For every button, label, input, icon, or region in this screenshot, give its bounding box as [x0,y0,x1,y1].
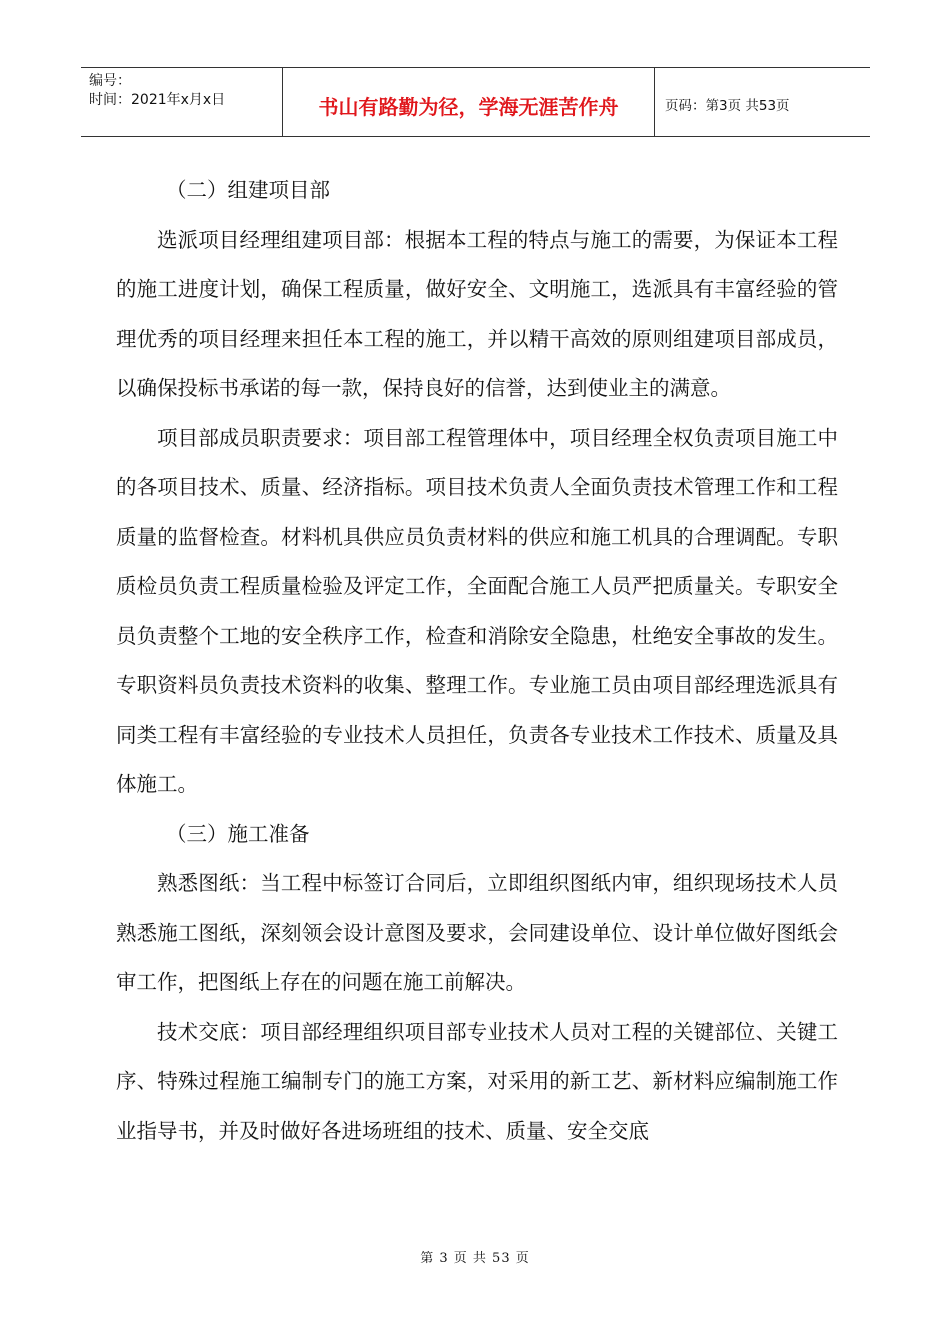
document-body [116,166,838,1156]
paragraph: 熟悉图纸：当工程中标签订合同后，立即组织图纸内审，组织现场技术人员熟悉施工图纸，深刻领会设计意图及要求，会同建设单位、设计单位做好图纸会审工作，把图纸上存在的问题在施工前解决。 [116,871,838,994]
page-header [81,67,870,137]
paragraph: 选派项目经理组建项目部：根据本工程的特点与施工的需要，为保证本工程的施工进度计划，确保工程质量，做好安全、文明施工，选派具有丰富经验的管理优秀的项目经理来担任本工程的施工，并以精干高效的原则组建项目部成员，以确保投标书承诺的每一款，保持良好的信誉，达到使业主的满意。 [116,227,838,400]
header-meta [81,68,283,136]
section-heading-2: （二）组建项目部 [166,178,330,202]
paragraph: 技术交底：项目部经理组织项目部专业技术人员对工程的关键部位、关键工序、特殊过程施工编制专门的施工方案，对采用的新工艺、新材料应编制施工作业指导书，并及时做好各进场班组的技术、质量、安全交底 [116,1019,838,1143]
page-footer: 第 3 页 共 53 页 [420,1251,530,1266]
section-heading-3: （三）施工准备 [166,821,310,846]
number-label: 编号： [89,73,131,89]
header-page-number: 页码：第3页 共53页 [665,98,790,114]
date-label: 时间：2021年x月x日 [89,92,226,108]
header-motto: 书山有路勤为径，学海无涯苦作舟 [283,68,655,136]
paragraph: 项目部成员职责要求：项目部工程管理体中，项目经理全权负责项目施工中的各项目技术、质量、经济指标。项目技术负责人全面负责技术管理工作和工程质量的监督检查。材料机具供应员负责材料的供应和施工机具的合理调配。专职质检员负责工程质量检验及评定工作，全面配合施工人员严把质量关。专职安全员负责整个工地的安全秩序工作，检查和消除安全隐患，杜绝安全事故的发生。专职资料员负责技术资料的收集、整理工作。专业施工员由项目部经理选派具有同类工程有丰富经验的专业技术人员担任，负责各专业技术工作技术、质量及具体施工。 [116,425,838,796]
